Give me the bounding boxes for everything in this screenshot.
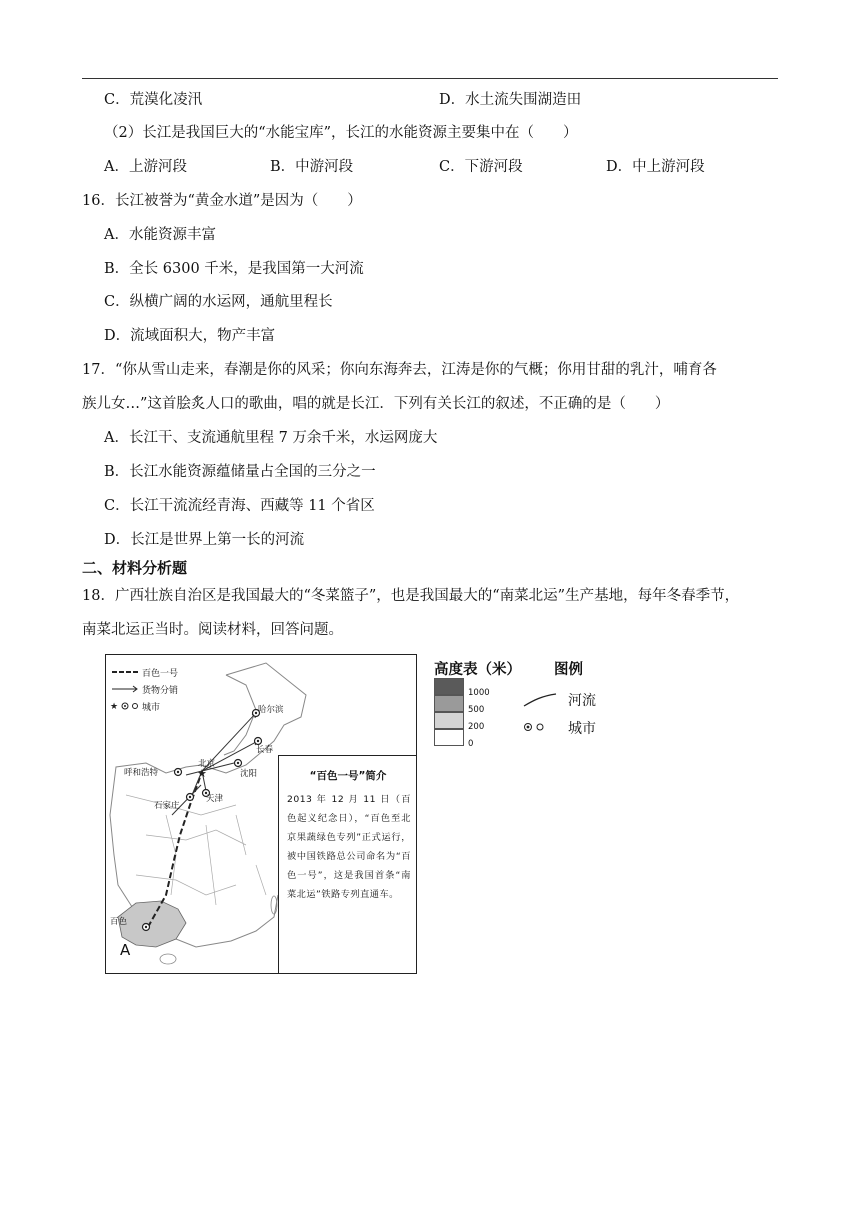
q17-stem-line1: 17．“你从雪山走来，春潮是你的风采；你向东海奔去，江涛是你的气概；你用甘甜的乳汁，哺育各	[82, 362, 717, 378]
q15-2-option-c[interactable]: C．下游河段	[439, 159, 523, 175]
header-rule	[82, 78, 778, 79]
elevation-legend-panel	[432, 654, 632, 754]
beijing-star: ★	[197, 767, 207, 780]
elevation-label-500: 500	[468, 705, 485, 715]
q16-option-a[interactable]: A．水能资源丰富	[104, 227, 216, 243]
q15-2-option-b[interactable]: B．中游河段	[270, 159, 354, 175]
legend-city-label: 城市	[568, 721, 596, 737]
province-borders	[126, 795, 266, 905]
q15-subquestion-2: （2）长江是我国巨大的“水能宝库”，长江的水能资源主要集中在（ ）	[104, 125, 578, 141]
elevation-swatch-200	[434, 712, 464, 729]
legend-title: 图例	[554, 662, 583, 678]
city-label-shijiazhuang: 石家庄	[154, 801, 180, 811]
elevation-label-1000: 1000	[468, 688, 490, 698]
northeast-outline	[224, 675, 256, 755]
city-label-baise: 百色	[110, 917, 128, 927]
elevation-label-0: 0	[468, 739, 474, 749]
elevation-title: 高度表（米）	[434, 662, 521, 678]
city-label-beijing: 北京	[198, 759, 216, 769]
q16-option-d[interactable]: D．流域面积大，物产丰富	[104, 328, 276, 344]
elevation-swatch-0	[434, 729, 464, 746]
q17-option-d[interactable]: D．长江是世界上第一长的河流	[104, 532, 305, 548]
elevation-swatch-500	[434, 695, 464, 712]
map-legend-arrow: 货物分销	[142, 686, 179, 696]
elevation-label-200: 200	[468, 722, 485, 732]
q17-option-b[interactable]: B．长江水能资源蕴储量占全国的三分之一	[104, 464, 376, 480]
q16-option-c[interactable]: C．纵横广阔的水运网，通航里程长	[104, 294, 333, 310]
city-label-hohhot: 呼和浩特	[124, 768, 159, 778]
q17-option-a[interactable]: A．长江干、支流通航里程 7 万余千米，水运网庞大	[104, 430, 438, 446]
q18-stem-line2: 南菜北运正当时。阅读材料，回答问题。	[82, 622, 343, 638]
map-legend-city: 城市	[142, 703, 161, 713]
city-label-shenyang: 沈阳	[240, 769, 258, 779]
q15-option-d[interactable]: D．水土流失围湖造田	[439, 92, 582, 108]
elevation-swatch-1000	[434, 678, 464, 695]
svg-text:★: ★	[110, 702, 119, 712]
q15-option-c[interactable]: C．荒漠化凌汛	[104, 92, 203, 108]
intro-title: “百色一号”简介	[309, 770, 387, 782]
city-label-changchun: 长春	[256, 745, 274, 755]
legend-river-label: 河流	[568, 693, 596, 709]
map-legend-rail: 百色一号	[142, 669, 179, 679]
q18-stem-line1: 18．广西壮族自治区是我国最大的“冬菜篮子”，也是我国最大的“南菜北运”生产基地，每年冬春季节，	[82, 588, 740, 604]
city-markers	[143, 710, 262, 931]
river-symbol-icon	[520, 690, 560, 710]
city-label-tianjin: 天津	[206, 794, 224, 804]
city-label-harbin: 哈尔滨	[258, 705, 284, 715]
map-legend-symbols	[110, 672, 138, 712]
intro-box	[278, 755, 417, 974]
city-symbol-icon	[522, 720, 552, 734]
q15-2-option-d[interactable]: D．中上游河段	[606, 159, 705, 175]
q17-stem-line2: 族儿女…”这首脍炙人口的歌曲，唱的就是长江．下列有关长江的叙述，不正确的是（ ）	[82, 396, 670, 412]
q17-option-c[interactable]: C．长江干流流经青海、西藏等 11 个省区	[104, 498, 375, 514]
q16-stem: 16．长江被誉为“黄金水道”是因为（ ）	[82, 193, 362, 209]
section-heading: 二、材料分析题	[82, 559, 188, 577]
q16-option-b[interactable]: B．全长 6300 千米，是我国第一大河流	[104, 261, 364, 277]
intro-text: 2013 年 12 月 11 日（百色起义纪念日），“百色至北京果蔬绿色专列”正式运行，被中国铁路总公司命名为“百色一号”，这是我国首条“南菜北运”铁路专列直通车。	[287, 794, 411, 900]
china-map-figure	[105, 654, 417, 974]
q15-2-option-a[interactable]: A．上游河段	[104, 159, 187, 175]
label-a: A	[120, 941, 131, 959]
hainan-island	[160, 954, 176, 964]
